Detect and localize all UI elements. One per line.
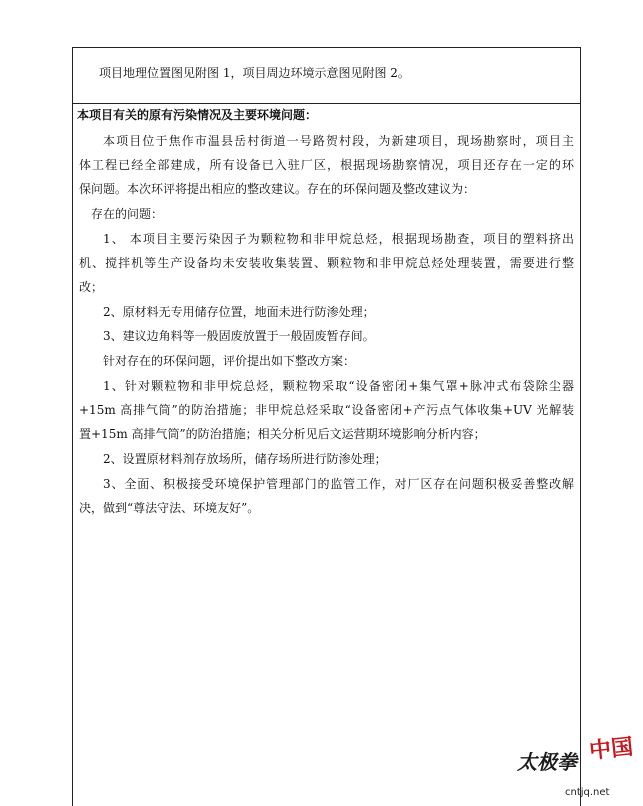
- problem-line: 2、原材料无专用储存位置，地面未进行防渗处理；: [103, 305, 375, 319]
- location-note: 项目地理位置图见附图 1，项目周边环境示意图见附图 2。: [99, 66, 410, 80]
- paragraph-line: 保问题。本次环评将提出相应的整改建议。存在的环保问题及整改建议为：: [79, 182, 476, 196]
- watermark-url: cntjq.net: [565, 787, 610, 798]
- paragraph-line: 本项目位于焦作市温县岳村街道一号路贺村段，为新建项目，现场勘察时，项目主: [103, 134, 574, 148]
- row-divider: [73, 103, 580, 104]
- plan-line: 3、全面、积极接受环境保护管理部门的监管工作，对厂区存在问题积极妥善整改解: [103, 477, 574, 491]
- watermark-logo-accent: 中国: [587, 733, 635, 765]
- problem-line: 机、搅拌机等生产设备均未安装收集装置、颗粒物和非甲烷总烃处理装置，需要进行整: [79, 256, 574, 270]
- section-heading: 本项目有关的原有污染情况及主要环境问题：: [77, 108, 318, 122]
- plan-line: 2、设置原材料剂存放场所，储存场所进行防渗处理；: [103, 452, 387, 466]
- plan-line: 1、针对颗粒物和非甲烷总烃，颗粒物采取“设备密闭+集气罩+脉冲式布袋除尘器: [103, 379, 574, 393]
- watermark-logo-text: 太极拳: [517, 750, 577, 774]
- plan-line: +15m 高排气筒”的防治措施；非甲烷总烃采取“设备密闭+产污点气体收集+UV 光解装: [79, 403, 574, 417]
- plan-intro: 针对存在的环保问题，评价提出如下整改方案：: [103, 354, 356, 368]
- plan-line: 置+15m 高排气筒”的防治措施；相关分析见后文运营期环境影响分析内容；: [79, 427, 486, 441]
- plan-line: 决，做到“尊法守法、环境友好”。: [79, 501, 260, 515]
- problem-line: 改；: [79, 280, 104, 294]
- form-table: [72, 47, 581, 806]
- paragraph-line: 体工程已经全部建成，所有设备已入驻厂区，根据现场勘察情况，项目还存在一定的环: [79, 158, 574, 172]
- site-watermark: [517, 734, 633, 798]
- problem-line: 1、 本项目主要污染因子为颗粒物和非甲烷总烃，根据现场勘查，项目的塑料挤出: [103, 232, 574, 246]
- problems-label: 存在的问题：: [91, 207, 164, 221]
- problem-line: 3、建议边角料等一般固废放置于一般固废暂存间。: [103, 329, 375, 343]
